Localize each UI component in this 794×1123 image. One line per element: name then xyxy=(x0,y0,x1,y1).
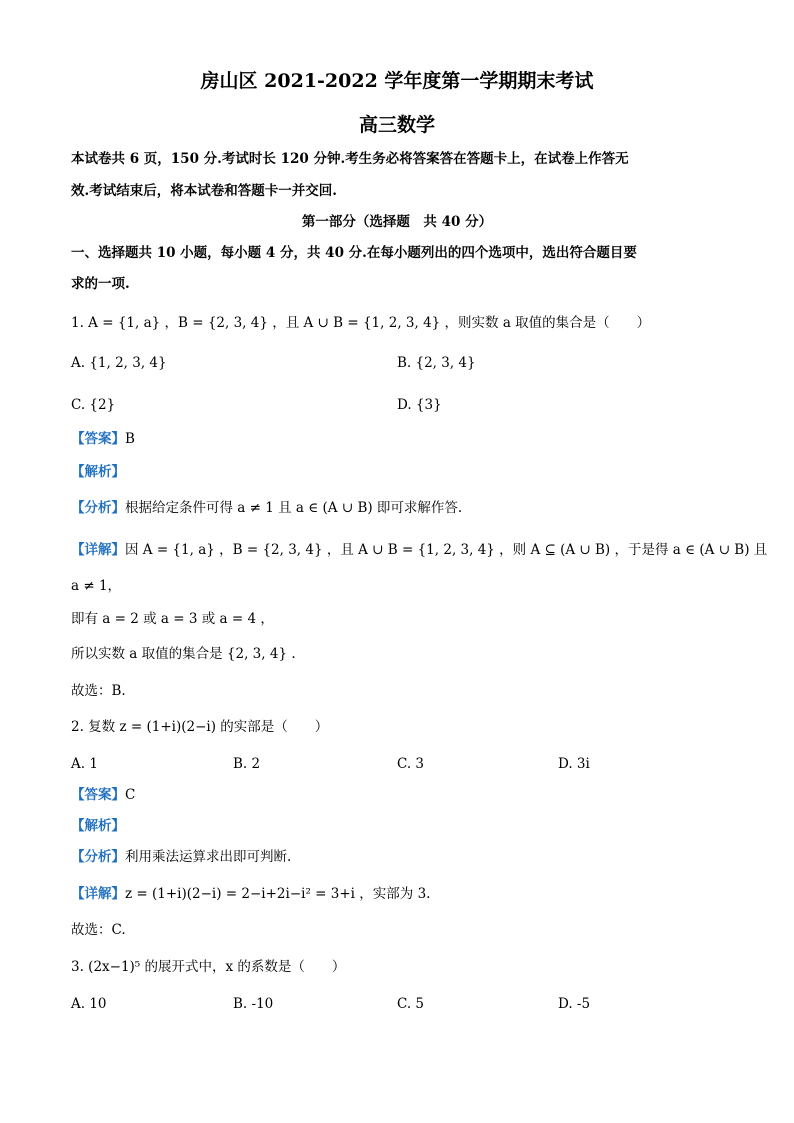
q1-option-d: D. {3} xyxy=(397,397,442,413)
answer-tag: 【答案】 xyxy=(71,787,125,803)
analysis-tag: 【解析】 xyxy=(71,818,125,834)
q3-option-b: B. -10 xyxy=(233,996,274,1012)
q2-detail-text: z = (1+i)(2−i) = 2−i+2i−i² = 3+i ，实部为 3. xyxy=(125,886,431,902)
fenxi-tag: 【分析】 xyxy=(71,849,125,865)
q2-detail xyxy=(71,885,430,903)
q2-option-d: D. 3i xyxy=(558,756,590,772)
detail-tag: 【详解】 xyxy=(71,886,125,902)
q2-analysis-heading xyxy=(71,817,125,835)
q2-answer-value: C xyxy=(125,787,136,803)
instructions-line-2: 效.考试结束后，将本试卷和答题卡一并交回. xyxy=(71,183,337,199)
q1-detail-line-1 xyxy=(71,541,767,559)
q1-option-c: C. {2} xyxy=(71,397,116,413)
instructions-line-1: 本试卷共 6 页，150 分.考试时长 120 分钟.考生务必将答案答在答题卡上，在试卷上作答无 xyxy=(71,151,629,167)
q3-option-a: A. 10 xyxy=(71,996,107,1012)
section-intro-line-1: 一、选择题共 10 小题，每小题 4 分，共 40 分.在每小题列出的四个选项中，选出符合题目要 xyxy=(71,245,637,261)
q2-fenxi-text: 利用乘法运算求出即可判断. xyxy=(125,849,292,865)
section-heading: 第一部分（选择题 共 40 分） xyxy=(301,214,493,230)
detail-tag: 【详解】 xyxy=(71,542,125,558)
q2-option-c: C. 3 xyxy=(397,756,425,772)
q2-option-a: A. 1 xyxy=(71,756,98,772)
q1-analysis-heading xyxy=(71,463,125,481)
q1-choice: 故选：B. xyxy=(71,683,126,699)
q3-option-c: C. 5 xyxy=(397,996,425,1012)
q1-detail-line-4: 所以实数 a 取值的集合是 {2, 3, 4} . xyxy=(71,646,296,662)
q1-detail-line-3: 即有 a = 2 或 a = 3 或 a = 4 ， xyxy=(71,611,274,627)
exam-title: 房山区 2021-2022 学年度第一学期期末考试 xyxy=(200,70,594,92)
q1-answer-value: B xyxy=(125,431,135,447)
q3-option-d: D. -5 xyxy=(558,996,591,1012)
q2-fenxi xyxy=(71,848,291,866)
q1-stem: 1. A = {1, a} ，B = {2, 3, 4} ，且 A ∪ B = {1, 2, 3, 4} ，则实数 a 取值的集合是（ ） xyxy=(71,315,651,331)
q1-option-b: B. {2, 3, 4} xyxy=(397,355,476,371)
q2-answer xyxy=(71,786,135,804)
q2-choice: 故选：C. xyxy=(71,922,126,938)
q2-stem: 2. 复数 z = (1+i)(2−i) 的实部是（ ） xyxy=(71,719,329,735)
exam-subtitle: 高三数学 xyxy=(358,114,435,136)
fenxi-tag: 【分析】 xyxy=(71,500,125,516)
q1-detail-line-2: a ≠ 1， xyxy=(71,578,122,594)
answer-tag: 【答案】 xyxy=(71,431,125,447)
section-intro-line-2: 求的一项. xyxy=(71,276,130,292)
analysis-tag: 【解析】 xyxy=(71,464,125,480)
q3-stem: 3. (2x−1)⁵ 的展开式中，x 的系数是（ ） xyxy=(71,959,346,975)
q1-detail-text-1: 因 A = {1, a} ，B = {2, 3, 4} ，且 A ∪ B = {1, 2, 3, 4} ，则 A ⊆ (A ∪ B) ，于是得 a ∈ (A ∪ B) 且 xyxy=(125,542,768,558)
q1-fenxi xyxy=(71,499,462,517)
q1-answer xyxy=(71,430,135,448)
q1-option-a: A. {1, 2, 3, 4} xyxy=(71,355,167,371)
q1-fenxi-text: 根据给定条件可得 a ≠ 1 且 a ∈ (A ∪ B) 即可求解作答. xyxy=(125,500,463,516)
q2-option-b: B. 2 xyxy=(233,756,261,772)
